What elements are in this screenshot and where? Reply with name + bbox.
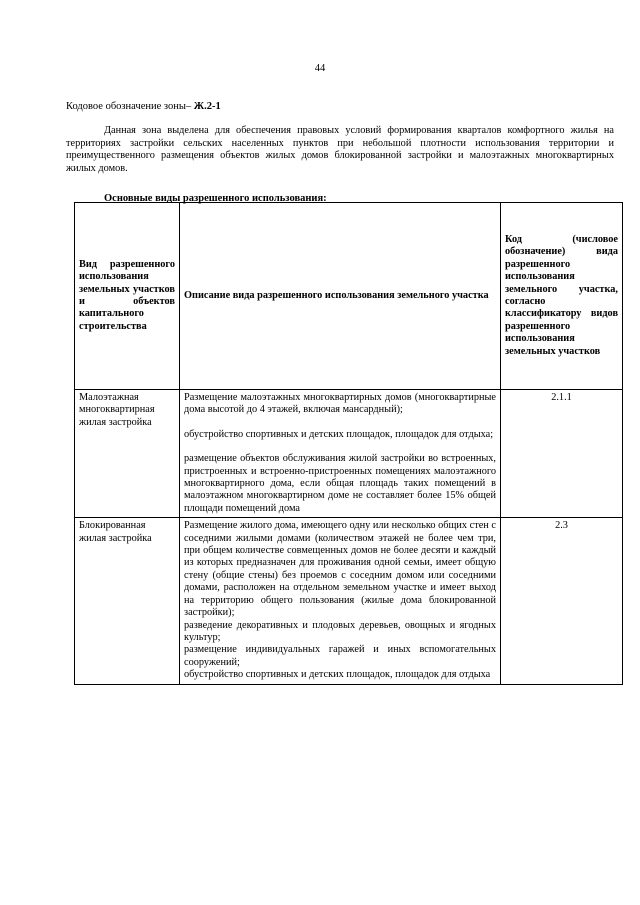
description-paragraph: размещение индивидуальных гаражей и иных вспомогательных сооружений; bbox=[184, 644, 496, 668]
description-paragraph: Размещение жилого дома, имеющего одну или несколько общих стен с соседними жилыми домами (количеством этажей не более чем три, при общем количестве совмещенных домов не более десяти и каждый из которых предназначен для проживания одной семьи, имеет общую стену (общие стены) без проемов с соседним домом или соседними домами, расположен на отдельном земельном участке и имеет выход на территорию общего пользования (жилые дома блокированной застройки); bbox=[184, 520, 496, 619]
table-title: Основные виды разрешенного использования: bbox=[104, 193, 327, 204]
row-code: 2.1.1 bbox=[501, 390, 623, 518]
zone-designation bbox=[66, 101, 221, 112]
row-code: 2.3 bbox=[501, 518, 623, 684]
zone-label: Кодовое обозначение зоны– bbox=[66, 101, 194, 112]
header-code: Код (числовое обозначение) вида разрешенного использования земельного участка, согласно классификатору видов разрешенного использования земельных участков bbox=[501, 203, 623, 390]
table-header-row bbox=[75, 203, 623, 390]
description-paragraph: Размещение малоэтажных многоквартирных домов (многоквартирные дома высотой до 4 этажей, включая мансардный); bbox=[184, 392, 496, 416]
row-use-type: Малоэтажная многоквартирная жилая застройка bbox=[75, 390, 180, 518]
description-paragraph: обустройство спортивных и детских площадок, площадок для отдыха; bbox=[184, 428, 494, 440]
table-row bbox=[75, 518, 623, 684]
zone-code: Ж.2-1 bbox=[193, 101, 221, 112]
description-paragraph: размещение объектов обслуживания жилой застройки во встроенных, пристроенных и встроенно-пристроенных помещениях малоэтажного многоквартирного дома, если общая площадь таких помещений в малоэтажном многоквартирном доме не составляет более 15% общей площади помещений дома bbox=[184, 453, 496, 514]
page-number: 44 bbox=[314, 63, 326, 74]
row-description bbox=[180, 390, 501, 518]
permitted-use-table bbox=[74, 202, 623, 685]
header-description: Описание вида разрешенного использования земельного участка bbox=[180, 203, 501, 390]
intro-paragraph: Данная зона выделена для обеспечения правовых условий формирования кварталов комфортного жилья на территориях застройки сельских населенных пунктов при небольшой плотности использования территории и преимущественного размещения объектов жилых домов блокированной застройки и малоэтажных многоквартирных жилых домов. bbox=[66, 125, 614, 174]
row-description bbox=[180, 518, 501, 684]
description-paragraph: обустройство спортивных и детских площадок, площадок для отдыха bbox=[184, 669, 491, 681]
header-use-type: Вид разрешенного использования земельных участков и объектов капитального строительства bbox=[75, 203, 180, 390]
row-use-type: Блокированная жилая застройка bbox=[75, 518, 180, 684]
table-row bbox=[75, 390, 623, 518]
description-paragraph: разведение декоративных и плодовых деревьев, овощных и ягодных культур; bbox=[184, 619, 496, 643]
